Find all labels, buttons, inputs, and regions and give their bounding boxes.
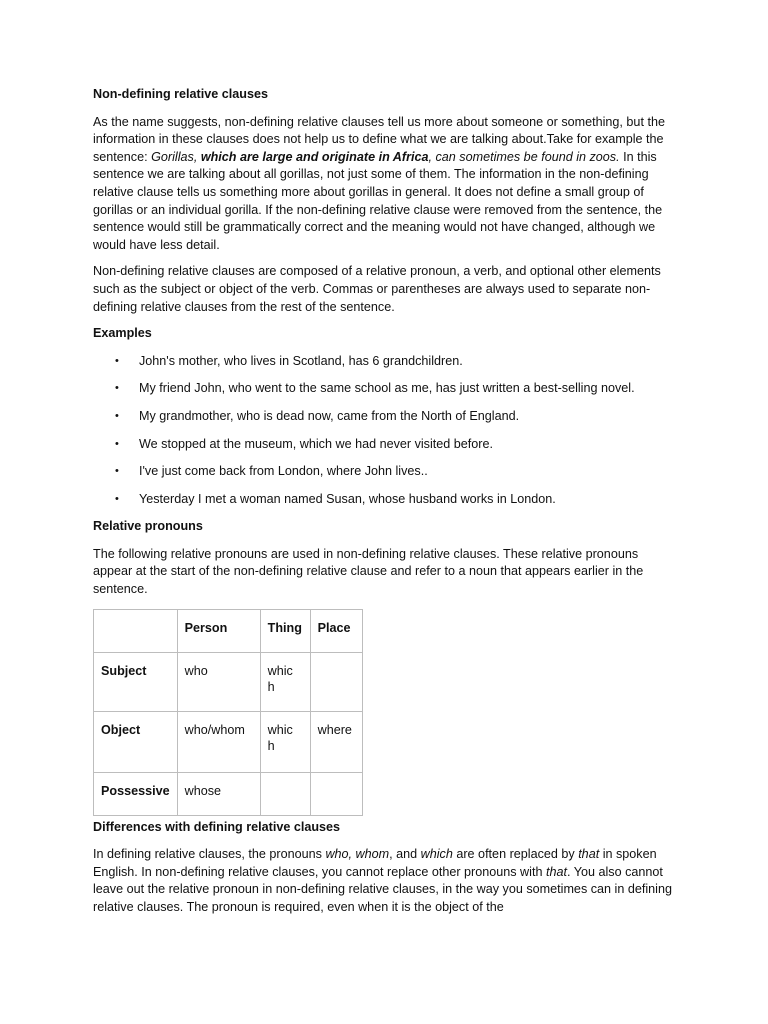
differences-text: In defining relative clauses, the pronouns: [93, 847, 326, 862]
page-title: Non-defining relative clauses: [93, 87, 268, 101]
bullet-icon: •: [115, 409, 119, 422]
table-cell: whic h: [260, 652, 310, 711]
table-cell: [310, 772, 362, 815]
table-cell: whose: [177, 772, 260, 815]
table-header-row: [94, 609, 363, 652]
table-cell: where: [310, 711, 362, 772]
pronoun-italic: that: [545, 864, 567, 879]
differences-text: in spoken English. In non-defining relative clauses, you cannot replace other pronouns with: [93, 847, 657, 879]
list-item: [93, 463, 678, 481]
example-sentence-end: , can sometimes be found in zoos.: [428, 149, 620, 164]
intro-paragraph-2: Non-defining relative clauses are composed of a relative pronoun, a verb, and optional other elements such as the subject or object of the verb. Commas or parentheses are always used to separate non-defining relative clauses from the rest of the sentence.: [93, 264, 661, 314]
examples-list: [93, 353, 678, 509]
table-cell-corner: [94, 609, 178, 652]
list-item: [93, 380, 678, 398]
pronoun-italic: who, whom: [325, 847, 390, 862]
table-cell: [260, 772, 310, 815]
list-item: [93, 436, 678, 454]
examples-heading: Examples: [93, 326, 152, 341]
intro-paragraph-1: [93, 114, 678, 255]
differences-heading: Differences with defining relative clauses: [93, 819, 341, 834]
table-row: [94, 711, 363, 772]
table-cell: whic h: [260, 711, 310, 772]
table-cell: who/whom: [177, 711, 260, 772]
differences-paragraph: [93, 846, 678, 916]
list-item: [93, 353, 678, 371]
pronouns-intro: The following relative pronouns are used in non-defining relative clauses. These relative pronouns appear at the start of the non-defining relative clause and refer to a noun that appears earlier in the sentence.: [93, 546, 644, 597]
differences-text: , and: [389, 847, 421, 862]
example-text: Yesterday I met a woman named Susan, whose husband works in London.: [139, 491, 556, 506]
list-item: [93, 408, 678, 426]
row-header-object: Object: [94, 711, 178, 772]
example-text: We stopped at the museum, which we had never visited before.: [139, 436, 493, 451]
table-row: [94, 772, 363, 815]
bullet-icon: •: [115, 492, 119, 505]
column-header-place: Place: [310, 609, 362, 652]
differences-text: . You also cannot leave out the relative pronoun in non-defining relative clauses, in the way you sometimes can in defining relative clauses. The pronoun is required, even when it is the object of the: [93, 864, 672, 915]
table-row: [94, 652, 363, 711]
column-header-thing: Thing: [260, 609, 310, 652]
list-item: [93, 491, 678, 509]
bullet-icon: •: [115, 465, 119, 478]
example-clause: which are large and originate in Africa: [200, 149, 429, 164]
intro-text-a: As the name suggests, non-defining relative clauses tell us more about someone or something, but the information in these clauses does not help us to define what we are talking about.Take for example the sentence:: [93, 114, 665, 164]
example-text: John's mother, who lives in Scotland, has 6 grandchildren.: [139, 353, 463, 368]
example-text: My friend John, who went to the same school as me, has just written a best-selling novel.: [139, 381, 635, 396]
bullet-icon: •: [115, 437, 119, 450]
bullet-icon: •: [115, 382, 119, 395]
row-header-subject: Subject: [94, 652, 178, 711]
pronoun-table: [93, 609, 363, 816]
table-cell: who: [177, 652, 260, 711]
pronouns-heading: Relative pronouns: [93, 519, 203, 534]
bullet-icon: •: [115, 354, 119, 367]
column-header-person: Person: [177, 609, 260, 652]
example-text: I've just come back from London, where John lives..: [139, 464, 428, 479]
example-sentence-start: Gorillas,: [151, 149, 201, 164]
row-header-possessive: Possessive: [94, 772, 178, 815]
differences-text: are often replaced by: [452, 847, 579, 862]
pronoun-italic: that: [578, 847, 600, 862]
table-cell: [310, 652, 362, 711]
intro-text-b: In this sentence we are talking about all gorillas, not just some of them. The information in the non-defining relative clause tells us something more about gorillas in general. It does not define a small group of gorillas or an individual gorilla. If the non-defining relative clause were removed from the sentence, the sentence would still be grammatically correct and the meaning would not have changed, although we would have less detail.: [93, 149, 663, 252]
example-text: My grandmother, who is dead now, came from the North of England.: [139, 408, 520, 423]
pronoun-italic: which: [420, 847, 453, 862]
